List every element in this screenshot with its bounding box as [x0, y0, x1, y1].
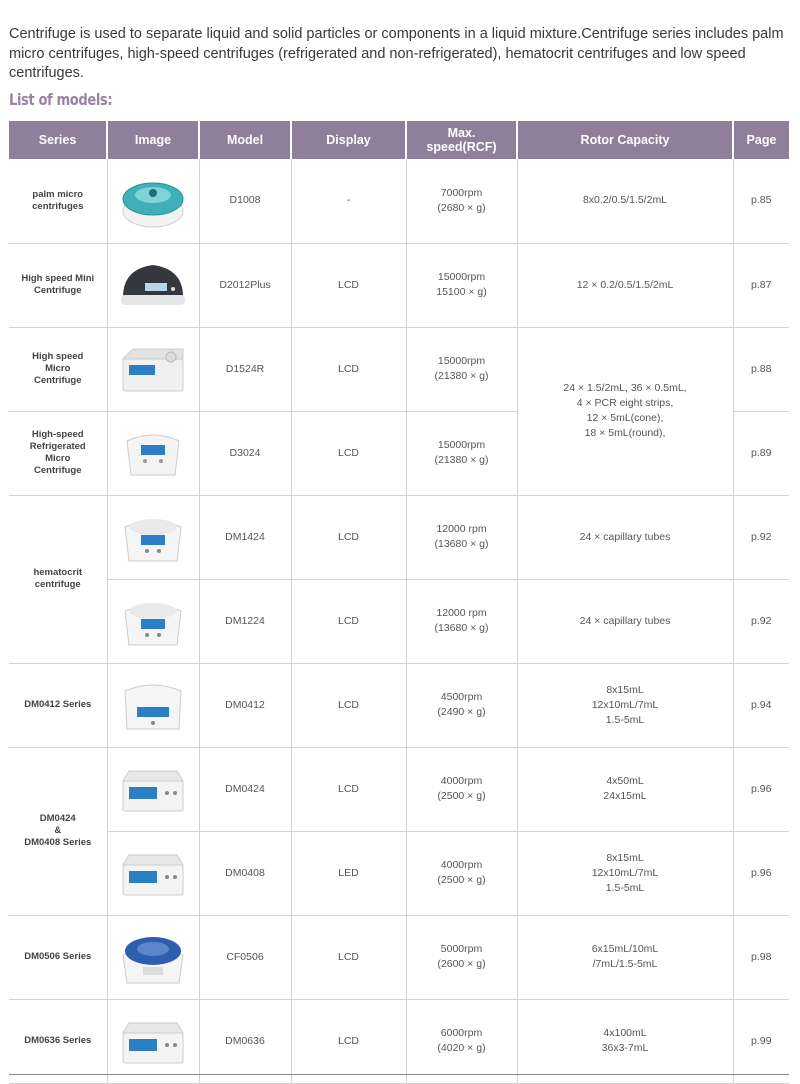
rotor-capacity-line: 12x10mL/7mL [591, 866, 659, 879]
table-header-row [9, 121, 789, 159]
speed-cell [406, 747, 517, 831]
speed-rcf: (2500 × g) [437, 790, 486, 802]
model-cell: DM0424 [199, 747, 291, 831]
rotor-capacity-line: 8x15mL [606, 851, 644, 864]
table-row [9, 747, 789, 831]
low-speed-centrifuge-image [115, 673, 191, 737]
speed-cell [406, 159, 517, 243]
table-row [9, 327, 789, 411]
page-cell: p.96 [733, 747, 789, 831]
rotor-capacity-line: 4x100mL [603, 1027, 647, 1039]
rotor-capacity-line: 24 × 1.5/2mL, 36 × 0.5mL, [563, 382, 687, 394]
series-label: High speed Mini [21, 273, 95, 284]
speed-rpm: 12000 rpm [436, 523, 487, 535]
speed-cell [406, 243, 517, 327]
speed-rcf: (2490 × g) [437, 706, 486, 718]
image-cell [107, 915, 199, 999]
micro-centrifuge-image [115, 421, 191, 485]
image-cell [107, 495, 199, 579]
table-row [9, 495, 789, 579]
display-cell: LCD [291, 327, 406, 411]
rotor-cell [517, 747, 733, 831]
image-cell [107, 159, 199, 243]
image-cell [107, 831, 199, 915]
series-cell [9, 747, 107, 915]
series-cell [9, 243, 107, 327]
speed-rcf: (2680 × g) [437, 201, 486, 214]
table-row [9, 579, 789, 663]
speed-rcf: (13680 × g) [434, 622, 489, 634]
model-cell: DM1224 [199, 579, 291, 663]
speed-rpm: 12000 rpm [436, 607, 487, 619]
rotor-cell [517, 663, 733, 747]
rotor-capacity-line: 18 × 5mL(round), [584, 427, 666, 439]
speed-rpm: 5000rpm [440, 943, 483, 955]
rotor-capacity-line: 6x15mL/10mL [591, 943, 659, 955]
display-cell: - [291, 159, 406, 243]
rotor-capacity-line: 4x50mL [606, 775, 644, 787]
page-cell: p.96 [733, 831, 789, 915]
series-cell [9, 411, 107, 495]
page-cell: p.99 [733, 999, 789, 1083]
image-cell [107, 747, 199, 831]
rotor-cell [517, 159, 733, 243]
series-cell [9, 495, 107, 663]
display-cell: LCD [291, 999, 406, 1083]
speed-cell [406, 999, 517, 1083]
table-row [9, 159, 789, 243]
speed-rpm: 6000rpm [440, 1027, 483, 1039]
speed-cell [406, 663, 517, 747]
speed-rpm: 15000rpm [437, 355, 486, 367]
rotor-cell [517, 495, 733, 579]
series-label: Centrifuge [34, 375, 82, 386]
page-cell: p.98 [733, 915, 789, 999]
speed-rcf: (21380 × g) [434, 454, 489, 466]
image-cell [107, 579, 199, 663]
header-rotor: Rotor Capacity [517, 121, 733, 159]
hematocrit-centrifuge-image [115, 589, 191, 653]
intro-paragraph: Centrifuge is used to separate liquid and solid particles or components in a liquid mixture.Centrifuge series includes palm micro centrifuges, high-speed centrifuges (refrigerated and non-refrigerated), hematocrit centrifuges and low speed centrifuges. [9, 26, 784, 81]
display-cell: LED [291, 831, 406, 915]
rotor-capacity-line: 8x0.2/0.5/1.5/2mL [582, 194, 668, 207]
series-cell [9, 159, 107, 243]
image-cell [107, 327, 199, 411]
rotor-capacity-line: 24x15mL [603, 790, 647, 802]
bottom-divider [9, 1074, 789, 1075]
rotor-capacity-line: 12 × 5mL(cone), [586, 412, 664, 424]
series-label: DM0424 [39, 813, 76, 824]
table-row [9, 243, 789, 327]
display-cell: LCD [291, 663, 406, 747]
model-cell: D3024 [199, 411, 291, 495]
image-cell [107, 999, 199, 1083]
rotor-capacity-line: 24 × capillary tubes [579, 530, 671, 543]
model-cell: DM0408 [199, 831, 291, 915]
rotor-capacity-line: 4 × PCR eight strips, [576, 397, 674, 409]
model-cell: CF0506 [199, 915, 291, 999]
page-cell: p.94 [733, 663, 789, 747]
header-speed [406, 121, 517, 159]
series-label: centrifuges [32, 200, 84, 212]
table-row [9, 915, 789, 999]
rotor-cell [517, 915, 733, 999]
rotor-capacity-line: /7mL/1.5-5mL [592, 958, 658, 970]
series-cell [9, 663, 107, 747]
image-cell [107, 243, 199, 327]
table-row [9, 999, 789, 1083]
speed-rpm: 7000rpm [440, 186, 483, 199]
series-cell [9, 999, 107, 1083]
page-cell: p.89 [733, 411, 789, 495]
speed-rcf: (2600 × g) [437, 958, 486, 970]
speed-rpm: 15000rpm [437, 271, 486, 283]
box-centrifuge-image [115, 841, 191, 905]
display-cell: LCD [291, 747, 406, 831]
model-cell: DM0412 [199, 663, 291, 747]
model-cell: D1008 [199, 159, 291, 243]
speed-cell [406, 495, 517, 579]
palm-centrifuge-image [115, 169, 191, 233]
rotor-cell [517, 243, 733, 327]
series-label: centrifuge [34, 579, 81, 590]
series-label: Centrifuge [34, 285, 82, 296]
series-label: palm micro [32, 188, 84, 200]
rotor-capacity-line: 24 × capillary tubes [579, 614, 671, 627]
clinical-centrifuge-image [115, 925, 191, 989]
series-label: Centrifuge [34, 465, 82, 476]
display-cell: LCD [291, 243, 406, 327]
rotor-cell [517, 327, 733, 495]
speed-cell [406, 915, 517, 999]
speed-cell [406, 411, 517, 495]
series-label: Refrigerated [29, 441, 86, 452]
page-cell: p.85 [733, 159, 789, 243]
series-cell [9, 327, 107, 411]
series-label: & [54, 825, 62, 836]
refrigerated-centrifuge-image [115, 337, 191, 401]
rotor-capacity-line: 1.5-5mL [605, 881, 645, 894]
display-cell: LCD [291, 411, 406, 495]
series-label: DM0408 Series [24, 837, 92, 848]
speed-rpm: 4000rpm [440, 859, 483, 871]
series-label: DM0636 Series [24, 1035, 92, 1046]
series-label: Micro [45, 453, 71, 464]
models-table [9, 121, 789, 1084]
header-speed-line2: speed(RCF) [426, 140, 497, 154]
series-label: High-speed [31, 429, 84, 440]
speed-rcf: (4020 × g) [437, 1042, 486, 1054]
rotor-cell [517, 831, 733, 915]
display-cell: LCD [291, 915, 406, 999]
series-label: hematocrit [33, 567, 83, 578]
rotor-cell [517, 999, 733, 1083]
model-cell: D2012Plus [199, 243, 291, 327]
speed-cell [406, 327, 517, 411]
rotor-capacity-line: 8x15mL [606, 683, 644, 696]
box-centrifuge-image [115, 1009, 191, 1073]
series-label: High speed [32, 351, 84, 362]
rotor-capacity-line: 36x3-7mL [601, 1042, 649, 1054]
table-row [9, 663, 789, 747]
rotor-capacity-line: 1.5-5mL [605, 713, 645, 726]
page-cell: p.92 [733, 495, 789, 579]
speed-rpm: 15000rpm [437, 439, 486, 451]
header-series: Series [9, 121, 107, 159]
speed-cell [406, 579, 517, 663]
speed-rcf: (13680 × g) [434, 538, 489, 550]
page-cell: p.88 [733, 327, 789, 411]
model-cell: DM1424 [199, 495, 291, 579]
rotor-capacity-line: 12 × 0.2/0.5/1.5/2mL [576, 278, 674, 291]
speed-cell [406, 831, 517, 915]
image-cell [107, 411, 199, 495]
image-cell [107, 663, 199, 747]
speed-rpm: 4000rpm [440, 775, 483, 787]
speed-rcf: 15100 × g) [436, 286, 487, 298]
header-model: Model [199, 121, 291, 159]
header-speed-line1: Max. [447, 126, 476, 140]
list-title: List of models: [9, 90, 113, 109]
speed-rpm: 4500rpm [440, 691, 483, 703]
page-cell: p.87 [733, 243, 789, 327]
series-label: DM0506 Series [24, 951, 92, 962]
header-page: Page [733, 121, 789, 159]
hematocrit-centrifuge-image [115, 505, 191, 569]
display-cell: LCD [291, 579, 406, 663]
mini-centrifuge-image [115, 253, 191, 317]
display-cell: LCD [291, 495, 406, 579]
page-cell: p.92 [733, 579, 789, 663]
rotor-capacity-line: 12x10mL/7mL [591, 698, 659, 711]
series-label: Micro [45, 363, 71, 374]
box-centrifuge-image [115, 757, 191, 821]
series-cell [9, 915, 107, 999]
table-row [9, 831, 789, 915]
rotor-cell [517, 579, 733, 663]
series-label: DM0412 Series [24, 699, 92, 710]
header-display: Display [291, 121, 406, 159]
model-cell: DM0636 [199, 999, 291, 1083]
speed-rcf: (2500 × g) [437, 874, 486, 886]
model-cell: D1524R [199, 327, 291, 411]
speed-rcf: (21380 × g) [434, 370, 489, 382]
header-image: Image [107, 121, 199, 159]
